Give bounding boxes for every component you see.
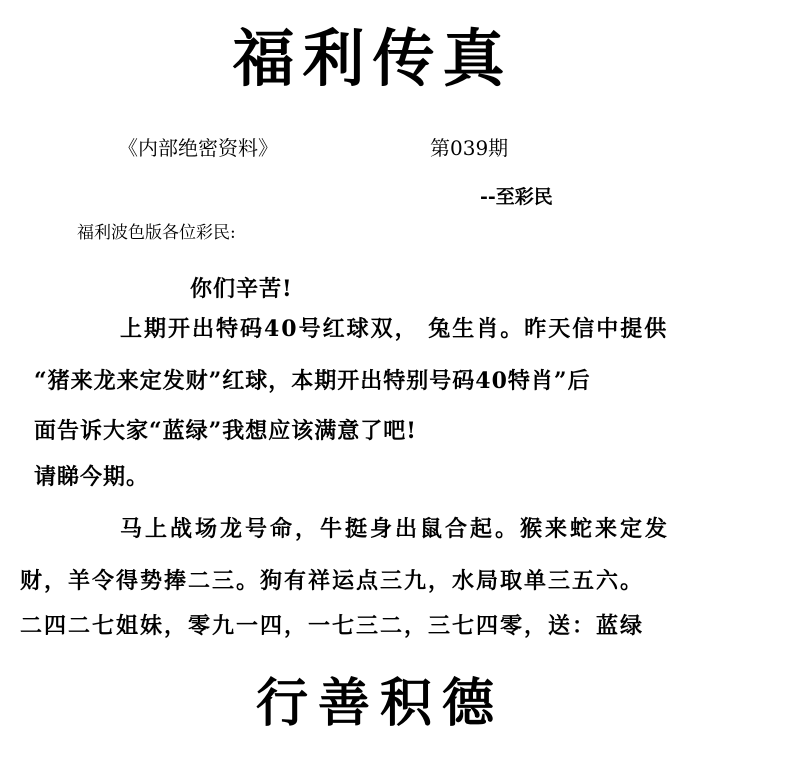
letter-line: 二四二七姐妹，零九一四，一七三二，三七四零，送：蓝绿 — [20, 613, 645, 639]
letter-line: 面告诉大家“蓝绿”我想应该满意了吧! — [34, 418, 417, 444]
letter-line: 财，羊令得势捧二三。狗有祥运点三九，水局取单三五六。 — [20, 568, 645, 594]
letter-line: 请睇今期。 — [34, 464, 150, 490]
signature-line: --至彩民 — [480, 186, 553, 208]
letter-line: 马上战场龙号命，牛挺身出鼠合起。猴来蛇来定发 — [120, 516, 671, 542]
footer-motto: 行善积德 — [255, 673, 504, 734]
letter-greeting: 福利波色版各位彩民: — [77, 223, 236, 243]
letter-line: 你们辛苦! — [190, 276, 293, 302]
letter-line: 上期开出特码40号红球双， 兔生肖。昨天信中提供 — [120, 316, 669, 342]
document-subtitle: 《内部绝密资料》 — [118, 136, 278, 160]
letter-line: “猪来龙来定发财”红球，本期开出特别号码40特肖”后 — [34, 368, 591, 394]
issue-number: 第039期 — [430, 136, 509, 160]
page-title: 福利传真 — [232, 22, 513, 95]
